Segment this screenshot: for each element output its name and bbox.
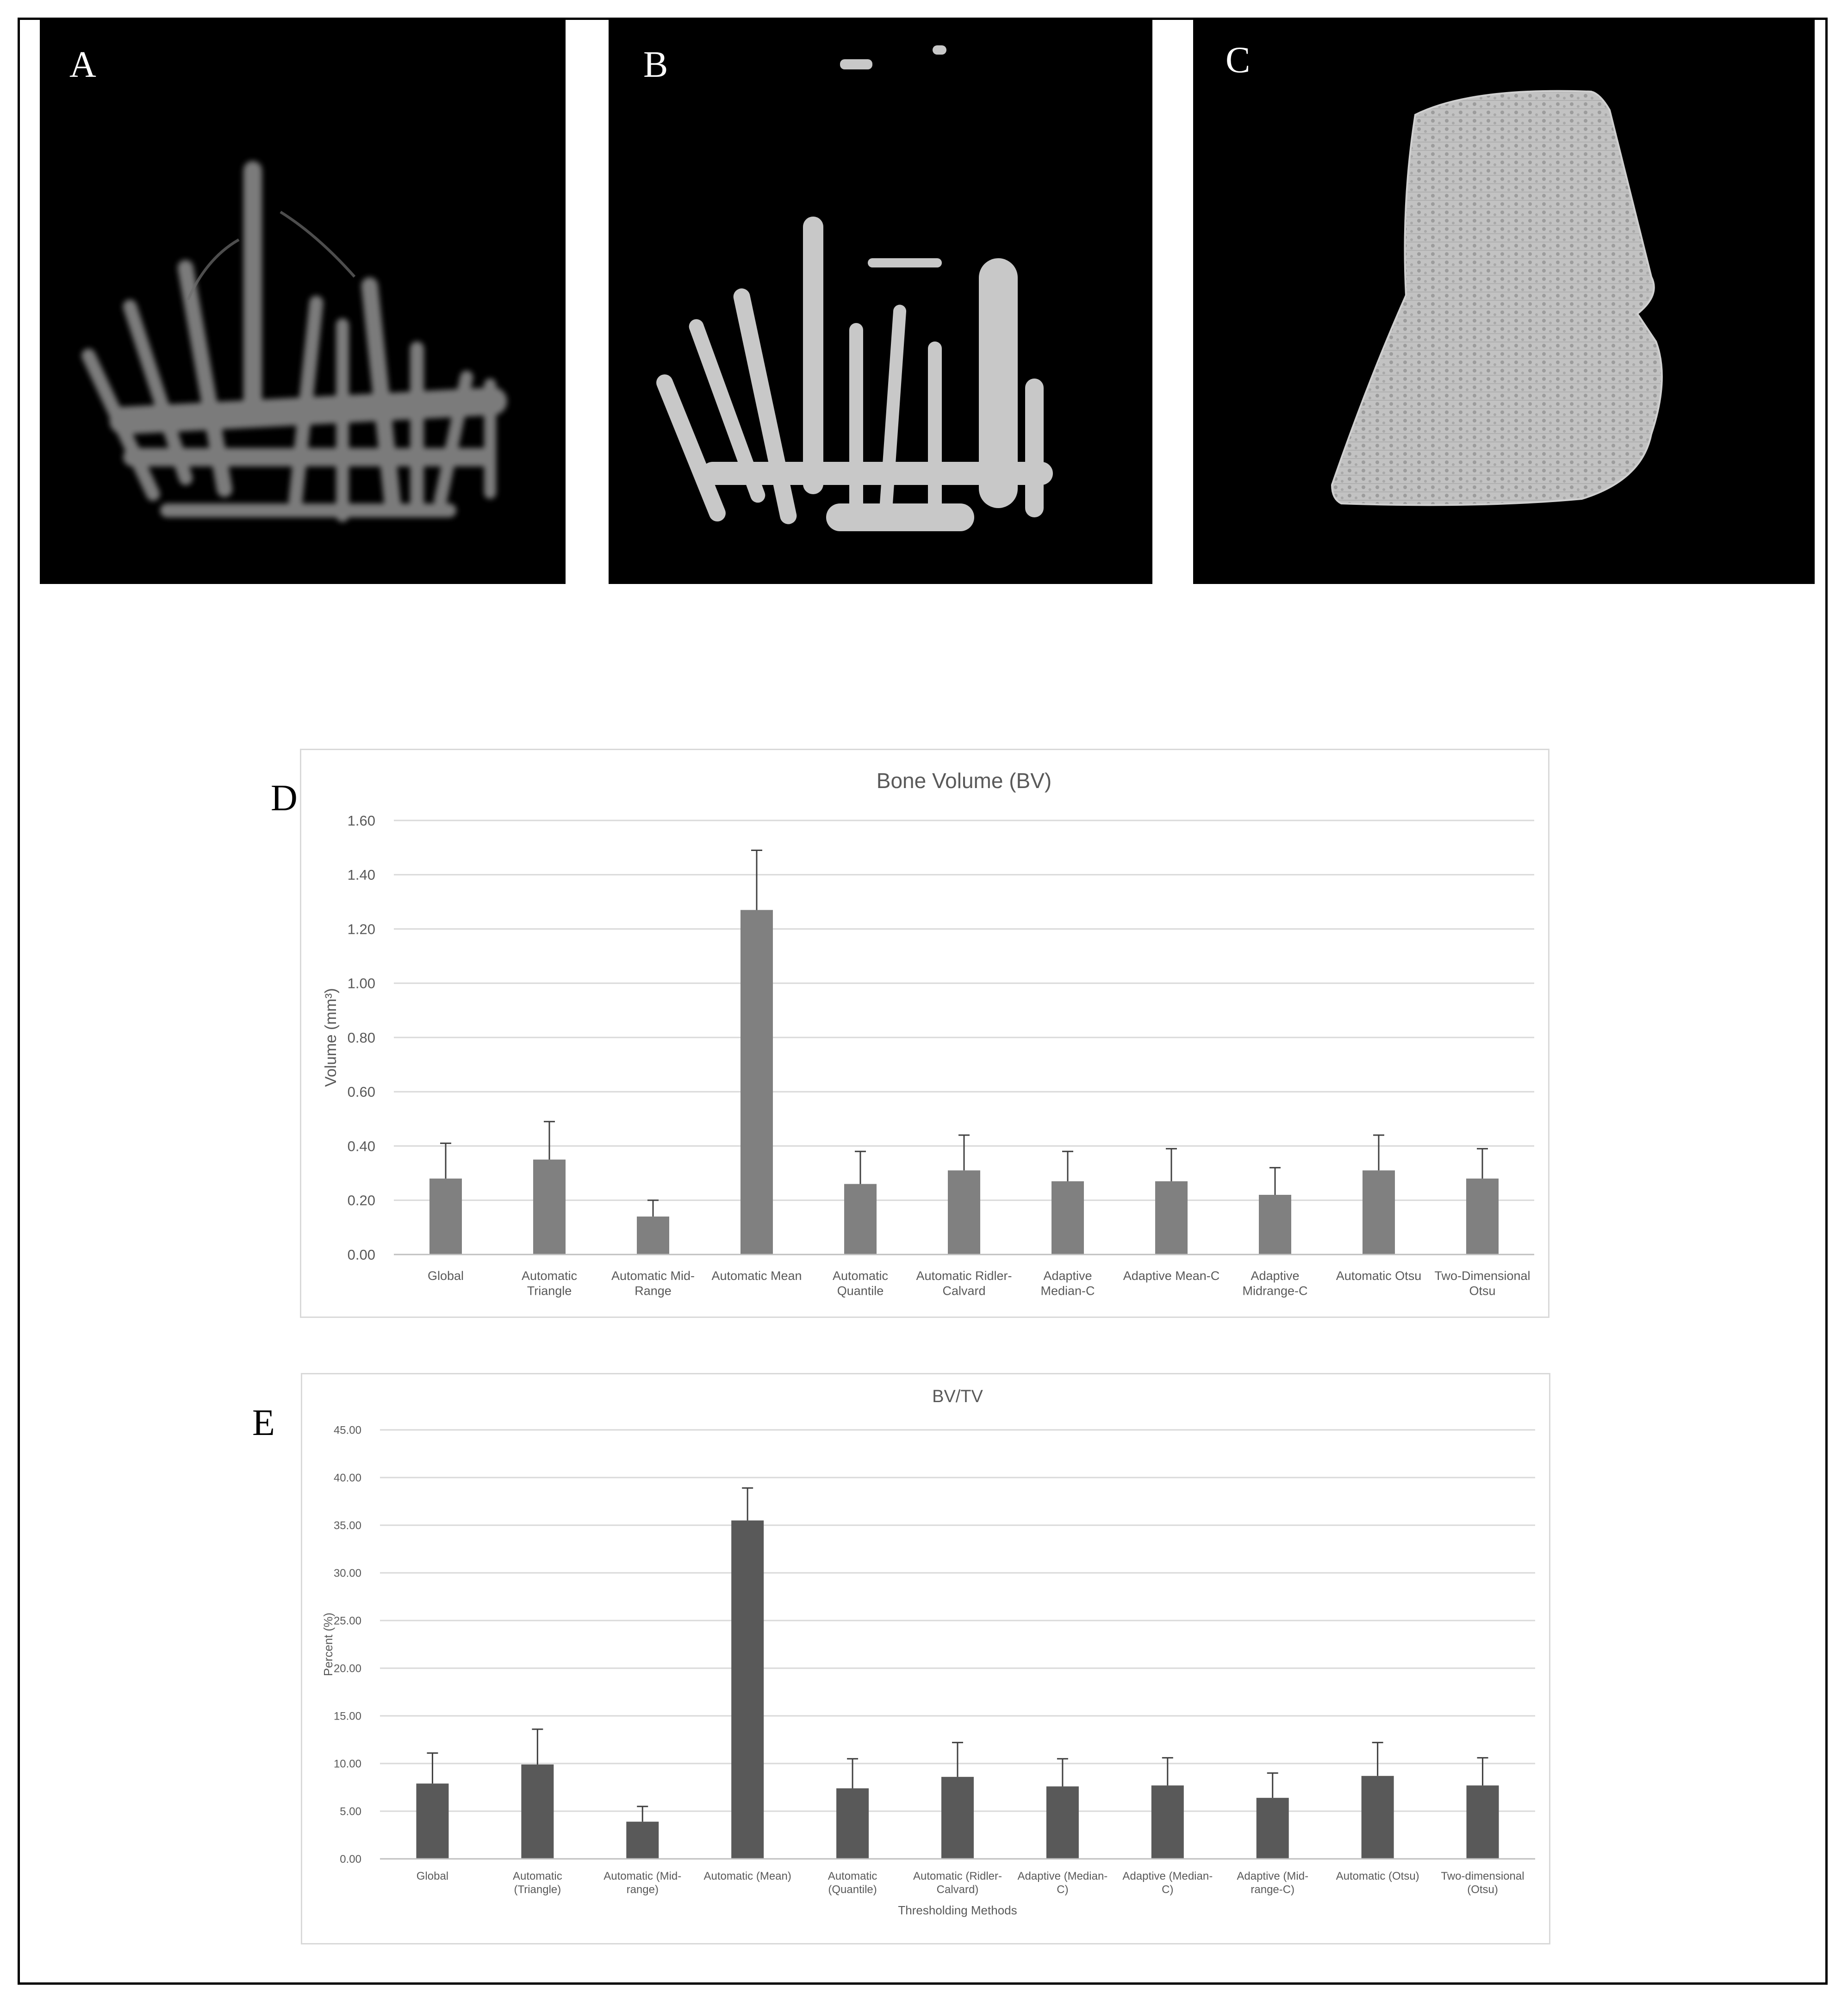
bar <box>1052 1181 1084 1255</box>
y-tick-label: 20.00 <box>333 1662 361 1675</box>
trabecular-render-a-icon <box>40 18 566 584</box>
y-tick-label: 45.00 <box>333 1424 361 1437</box>
chart-d-container <box>300 749 1549 1318</box>
x-category-label: Automatic (Mid-range) <box>604 1870 682 1896</box>
panel-a-label: A <box>69 44 96 85</box>
bar <box>844 1184 877 1255</box>
y-tick-label: 25.00 <box>333 1615 361 1627</box>
chart-title: BV/TV <box>932 1387 983 1406</box>
chart-e-container <box>301 1373 1550 1944</box>
x-category-label: Automatic Mean <box>711 1269 802 1283</box>
y-tick-label: 0.80 <box>347 1029 375 1046</box>
y-tick-label: 5.00 <box>340 1805 361 1818</box>
bar <box>941 1777 974 1859</box>
bar <box>626 1822 659 1859</box>
x-category-label: Adaptive Median-C <box>1040 1269 1095 1298</box>
bar <box>1155 1181 1188 1255</box>
y-tick-label: 0.60 <box>347 1084 375 1100</box>
bar <box>1466 1179 1499 1255</box>
y-tick-label: 35.00 <box>333 1519 361 1532</box>
panel-e-label: E <box>252 1403 275 1443</box>
y-tick-label: 15.00 <box>333 1710 361 1723</box>
bar <box>533 1160 566 1255</box>
bar <box>1467 1785 1499 1859</box>
y-axis-label: Percent (%) <box>321 1612 335 1677</box>
bar <box>416 1783 448 1859</box>
x-category-label: Global <box>416 1870 449 1882</box>
y-tick-label: 0.00 <box>347 1246 375 1263</box>
bar <box>1259 1195 1291 1255</box>
panel-b-image <box>609 18 1152 584</box>
y-tick-label: 1.60 <box>347 812 375 829</box>
y-axis-label: Volume (mm³) <box>322 988 340 1087</box>
bone-volume-chart <box>301 750 1548 1317</box>
bone-volume-render-c-icon <box>1193 18 1815 584</box>
x-category-label: Automatic Mid-Range <box>611 1269 695 1298</box>
bv-tv-chart <box>302 1374 1549 1943</box>
bar <box>948 1170 980 1255</box>
bar <box>1046 1786 1079 1859</box>
x-category-label: Automatic Ridler-Calvard <box>916 1269 1012 1298</box>
bar <box>521 1764 554 1859</box>
x-category-label: Adaptive (Mid-range-C) <box>1237 1870 1309 1896</box>
bar <box>740 910 773 1255</box>
y-tick-label: 0.00 <box>340 1853 361 1866</box>
x-category-label: Adaptive Midrange-C <box>1242 1269 1308 1298</box>
bar <box>637 1217 669 1255</box>
x-category-label: Global <box>427 1269 464 1283</box>
y-tick-label: 1.00 <box>347 975 375 992</box>
x-category-label: Two-Dimensional Otsu <box>1434 1269 1531 1298</box>
y-tick-label: 40.00 <box>333 1472 361 1484</box>
y-tick-label: 1.20 <box>347 921 375 938</box>
y-tick-label: 0.20 <box>347 1192 375 1209</box>
x-category-label: Automatic (Mean) <box>703 1870 791 1882</box>
y-tick-label: 30.00 <box>333 1567 361 1580</box>
panel-b-label: B <box>643 44 668 85</box>
y-tick-label: 1.40 <box>347 867 375 883</box>
bar <box>429 1179 462 1255</box>
chart-title: Bone Volume (BV) <box>876 769 1052 793</box>
x-category-label: Automatic Quantile <box>832 1269 889 1298</box>
x-category-label: Adaptive Mean-C <box>1123 1269 1220 1283</box>
panel-d-label: D <box>271 778 298 819</box>
bar <box>1363 1170 1395 1255</box>
bar <box>836 1789 869 1859</box>
bar <box>1151 1785 1184 1859</box>
bar <box>1257 1798 1289 1859</box>
panel-c-label: C <box>1226 40 1251 81</box>
trabecular-render-b-icon <box>609 18 1152 584</box>
x-category-label: Automatic (Quantile) <box>828 1870 877 1896</box>
x-category-label: Two-dimensional (Otsu) <box>1441 1870 1524 1896</box>
panel-c-image <box>1193 18 1815 584</box>
x-category-label: Automatic Otsu <box>1336 1269 1422 1283</box>
bar <box>731 1521 764 1859</box>
y-tick-label: 0.40 <box>347 1138 375 1155</box>
bar <box>1362 1776 1394 1859</box>
x-category-label: Automatic (Otsu) <box>1336 1870 1419 1882</box>
x-category-label: Adaptive (Median-C) <box>1017 1870 1108 1896</box>
x-axis-label: Thresholding Methods <box>898 1903 1017 1917</box>
x-category-label: Automatic Triangle <box>521 1269 578 1298</box>
panel-a-image <box>40 18 566 584</box>
x-category-label: Automatic (Triangle) <box>513 1870 562 1896</box>
x-category-label: Automatic (Ridler-Calvard) <box>913 1870 1002 1896</box>
x-category-label: Adaptive (Median-C) <box>1122 1870 1213 1896</box>
y-tick-label: 10.00 <box>333 1758 361 1770</box>
